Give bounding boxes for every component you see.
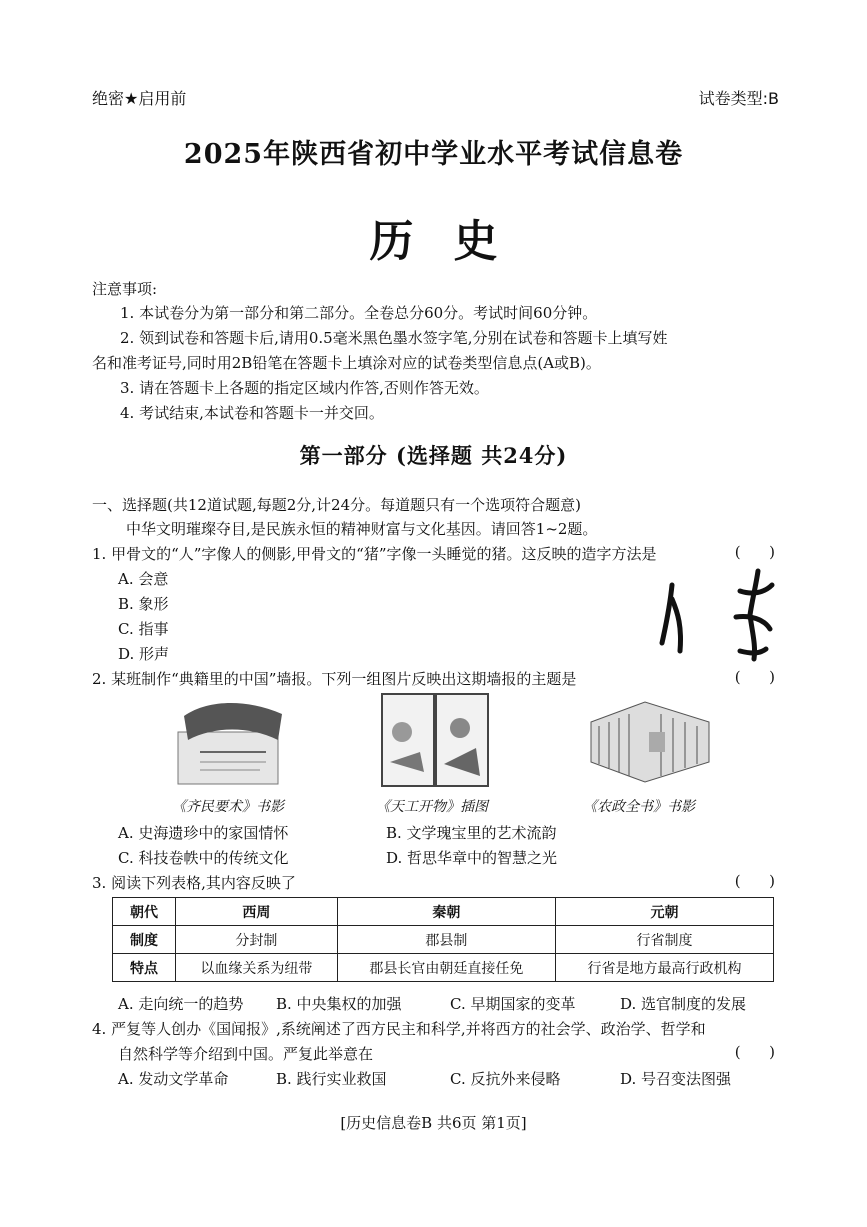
- table-cell: 郡县长官由朝廷直接任免: [337, 954, 555, 982]
- question-4-stem: 4. 严复等人创办《国闻报》,系统阐述了西方民主和科学,并将西方的社会学、政治学、哲学和: [92, 1020, 706, 1038]
- table-header-cell: 西周: [176, 898, 338, 926]
- section-instructions: 一、选择题(共12道试题,每题2分,计24分。每道题只有一个选项符合题意): [92, 496, 581, 514]
- table-cell: 郡县制: [337, 926, 555, 954]
- table-row-header: 特点: [113, 954, 176, 982]
- question-4-option: D. 号召变法图强: [620, 1070, 732, 1088]
- table-header-cell: 秦朝: [337, 898, 555, 926]
- note-item: 名和准考证号,同时用2B铅笔在答题卡上填涂对应的试卷类型信息点(A或B)。: [92, 354, 601, 372]
- question-3-option: C. 早期国家的变革: [450, 995, 576, 1013]
- table-row-header: 制度: [113, 926, 176, 954]
- question-3-option: D. 选官制度的发展: [620, 995, 747, 1013]
- figure-caption: 《天工开物》插图: [376, 799, 488, 815]
- question-2-option: A. 史海遗珍中的家国情怀: [118, 824, 289, 842]
- note-item: 3. 请在答题卡上各题的指定区域内作答,否则作答无效。: [120, 379, 489, 397]
- question-1-stem: 1. 甲骨文的“人”字像人的侧影,甲骨文的“猪”字像一头睡觉的猪。这反映的造字方法是: [92, 545, 657, 563]
- table-header-row: [113, 898, 774, 926]
- answer-blank: ( ): [734, 543, 775, 561]
- question-3-stem: 3. 阅读下列表格,其内容反映了: [92, 874, 296, 892]
- confidential-label: 绝密★启用前: [92, 89, 187, 108]
- table-row: [113, 926, 774, 954]
- note-item: 2. 领到试卷和答题卡后,请用0.5毫米黑色墨水签字笔,分别在试卷和答题卡上填写姓: [120, 329, 668, 347]
- question-1-option: C. 指事: [118, 620, 169, 638]
- oracle-ren-glyph-icon: [662, 585, 681, 651]
- question-1-option: B. 象形: [118, 595, 169, 613]
- note-item: 4. 考试结束,本试卷和答题卡一并交回。: [120, 404, 384, 422]
- oracle-bone-glyphs-figure: [640, 565, 790, 665]
- question-4-option: C. 反抗外来侵略: [450, 1070, 561, 1088]
- question-2-stem: 2. 某班制作“典籍里的中国”墙报。下列一组图片反映出这期墙报的主题是: [92, 670, 577, 688]
- table-cell: 行省是地方最高行政机构: [555, 954, 773, 982]
- question-4-stem-cont: 自然科学等介绍到中国。严复此举意在: [118, 1045, 374, 1063]
- oracle-pig-glyph-icon: [736, 571, 772, 659]
- table-header-cell: 朝代: [113, 898, 176, 926]
- page-footer: [历史信息卷B 共6页 第1页]: [340, 1114, 527, 1132]
- question-1-option: D. 形声: [118, 645, 170, 663]
- question-4-option: B. 践行实业救国: [276, 1070, 387, 1088]
- question-2-option: D. 哲思华章中的智慧之光: [386, 849, 558, 867]
- figure-caption: 《农政全书》书影: [583, 799, 695, 815]
- figure-caption: 《齐民要术》书影: [172, 799, 284, 815]
- table-header-cell: 元朝: [555, 898, 773, 926]
- notes-heading: 注意事项:: [92, 280, 158, 298]
- table-cell: 以血缘关系为纽带: [176, 954, 338, 982]
- answer-blank: ( ): [734, 1043, 775, 1061]
- paper-type-label: 试卷类型:B: [698, 89, 779, 108]
- question-1-option: A. 会意: [118, 570, 169, 588]
- question-3-option: B. 中央集权的加强: [276, 995, 402, 1013]
- table-row: [113, 954, 774, 982]
- part-one-heading: 第一部分 (选择题 共24分): [299, 443, 568, 468]
- question-2-option: C. 科技卷帙中的传统文化: [118, 849, 289, 867]
- question-4-option: A. 发动文学革命: [118, 1070, 229, 1088]
- table-cell: 行省制度: [555, 926, 773, 954]
- dynasty-system-table: [112, 897, 774, 982]
- answer-blank: ( ): [734, 668, 775, 686]
- question-2-option: B. 文学瑰宝里的艺术流韵: [386, 824, 557, 842]
- section-intro: 中华文明璀璨夺目,是民族永恒的精神财富与文化基因。请回答1~2题。: [126, 520, 598, 538]
- nongzhengquanshu-book-image: [585, 692, 715, 792]
- tiangongkaiwu-illustration-image: [380, 692, 490, 792]
- note-item: 1. 本试卷分为第一部分和第二部分。全卷总分60分。考试时间60分钟。: [120, 304, 598, 322]
- table-cell: 分封制: [176, 926, 338, 954]
- exam-title: 2025年陕西省初中学业水平考试信息卷: [183, 139, 684, 170]
- question-3-option: A. 走向统一的趋势: [118, 995, 244, 1013]
- qiminyaoshu-book-image: [170, 692, 295, 792]
- subject-title: 历史: [369, 216, 538, 267]
- answer-blank: ( ): [734, 872, 775, 890]
